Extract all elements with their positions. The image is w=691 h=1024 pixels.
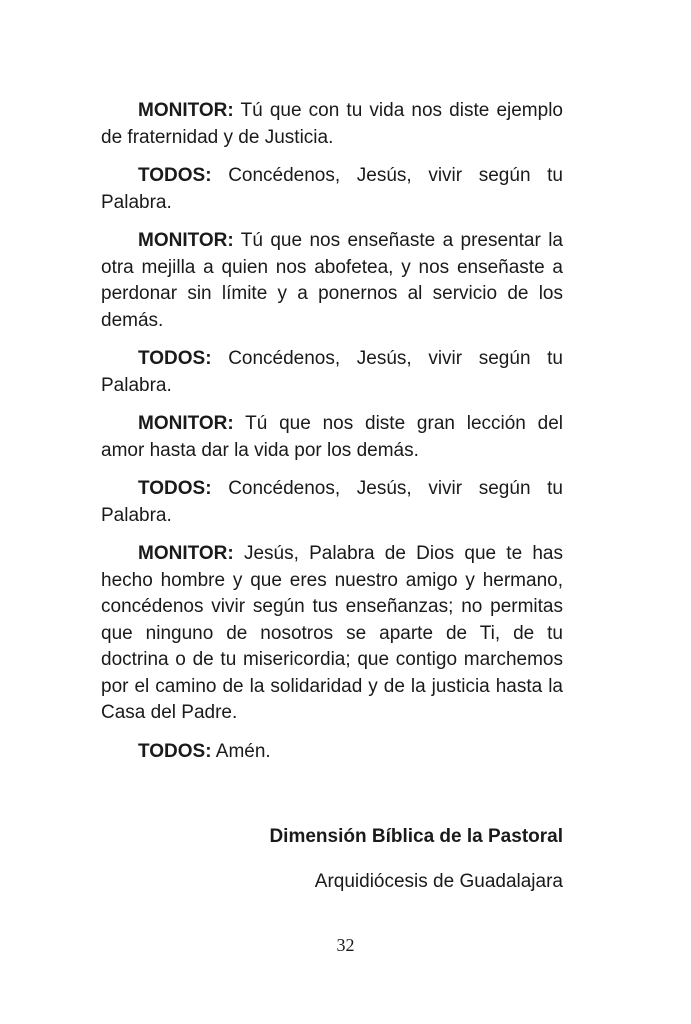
speaker-label: TODOS: (138, 478, 212, 499)
dialogue-text: Concédenos, Jesús, vivir según tu Palabra. (101, 478, 563, 526)
page-number: 32 (336, 935, 355, 955)
dialogue-paragraph-todos (101, 163, 563, 216)
dialogue-paragraph-monitor (101, 411, 563, 464)
dialogue-paragraph-todos (101, 346, 563, 399)
dialogue-paragraph-monitor (101, 541, 563, 727)
speaker-label: MONITOR: (138, 413, 234, 434)
signature-organization: Arquidiócesis de Guadalajara (314, 871, 563, 892)
speaker-label: MONITOR: (138, 230, 234, 251)
signature-department: Dimensión Bíblica de la Pastoral (269, 826, 563, 847)
dialogue-paragraph-monitor (101, 98, 563, 151)
dialogue-paragraph-todos (101, 739, 563, 766)
speaker-label: TODOS: (138, 165, 212, 186)
dialogue-text: Jesús, Palabra de Dios que te has hecho hombre y que eres nuestro amigo y hermano, concédenos vivir según tus enseñanzas; no permitas que ninguno de nosotros se aparte de Ti, de tu doctrina o de tu misericordia; que contigo marchemos por el camino de la solidaridad y de la justicia hasta la Casa del Padre. (101, 543, 564, 723)
dialogue-paragraph-todos (101, 476, 563, 529)
prayer-text (101, 98, 563, 777)
dialogue-paragraph-monitor (101, 228, 563, 334)
dialogue-text: Tú que nos enseñaste a presentar la otra mejilla a quien nos abofetea, y nos enseñaste a perdonar sin límite y a ponernos al servicio de los demás. (101, 230, 563, 331)
dialogue-text: Amén. (215, 740, 271, 762)
dialogue-text: Concédenos, Jesús, vivir según tu Palabra. (101, 165, 563, 213)
dialogue-text: Tú que nos diste gran lección del amor hasta dar la vida por los demás. (101, 413, 564, 461)
speaker-label: TODOS: (138, 740, 212, 762)
dialogue-text: Concédenos, Jesús, vivir según tu Palabra. (101, 348, 563, 396)
dialogue-text: Tú que con tu vida nos diste ejemplo de fraternidad y de Justicia. (101, 100, 563, 148)
speaker-label: MONITOR: (138, 543, 234, 564)
speaker-label: MONITOR: (138, 100, 234, 121)
speaker-label: TODOS: (138, 348, 212, 369)
